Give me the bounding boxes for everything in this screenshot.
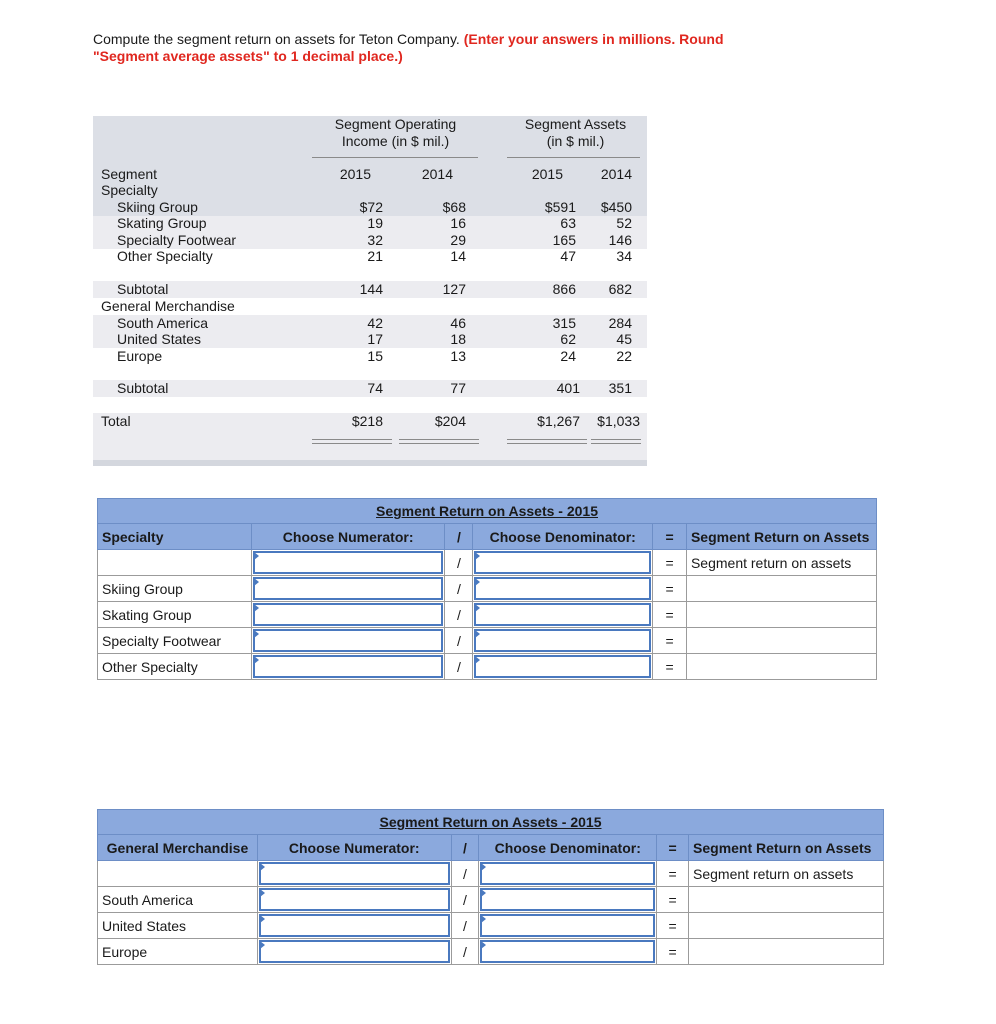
general-col-result: Segment Return on Assets <box>689 835 884 861</box>
specialty-group-label: Specialty <box>101 182 158 198</box>
specialty-col-result: Segment Return on Assets <box>686 524 876 550</box>
income-2015: 15 <box>367 348 383 364</box>
assets-2014: 146 <box>608 232 632 248</box>
instruction-text <box>93 31 793 65</box>
dropdown-arrow-icon <box>481 915 486 923</box>
row-name: United States <box>117 331 202 347</box>
numerator-input[interactable] <box>251 628 445 654</box>
row-name: Skating Group <box>117 215 207 231</box>
dropdown-arrow-icon <box>254 578 259 586</box>
equals: = <box>653 628 687 654</box>
result-label: Segment return on assets <box>686 550 876 576</box>
row-label: Europe <box>98 939 258 965</box>
equals: = <box>653 602 687 628</box>
assets-2014: 351 <box>608 380 632 396</box>
general-group-label: General Merchandise <box>101 298 235 314</box>
dropdown-arrow-icon <box>254 604 259 612</box>
general-col-numerator: Choose Numerator: <box>257 835 451 861</box>
general-roa-table <box>97 809 884 965</box>
dropdown-arrow-icon <box>475 552 480 560</box>
general-col-eq: = <box>657 835 689 861</box>
equals: = <box>657 913 689 939</box>
row-name: Subtotal <box>117 380 169 396</box>
specialty-col-numerator: Choose Numerator: <box>251 524 445 550</box>
equals: = <box>657 861 689 887</box>
specialty-row-other <box>98 654 877 680</box>
income-2014: 18 <box>450 331 466 347</box>
general-row-europe <box>98 939 884 965</box>
slash: / <box>451 861 479 887</box>
general-col-denominator: Choose Denominator: <box>479 835 657 861</box>
row-label: United States <box>98 913 258 939</box>
assets-2015: $591 <box>544 199 576 215</box>
assets-2014: 284 <box>608 315 632 331</box>
income-2015: 32 <box>367 232 383 248</box>
assets-2014: $1,033 <box>597 413 640 429</box>
dropdown-arrow-icon <box>260 941 265 949</box>
dropdown-arrow-icon <box>260 915 265 923</box>
assets-2014: 22 <box>616 348 632 364</box>
dropdown-arrow-icon <box>475 630 480 638</box>
numerator-input[interactable] <box>251 654 445 680</box>
income-2015: 17 <box>367 331 383 347</box>
result-input[interactable] <box>689 939 884 965</box>
specialty-col-denominator: Choose Denominator: <box>473 524 653 550</box>
dropdown-arrow-icon <box>475 604 480 612</box>
assets-2015: 315 <box>552 315 576 331</box>
income-2014: 13 <box>450 348 466 364</box>
numerator-label-dropdown[interactable] <box>251 550 445 576</box>
income-2015: 144 <box>359 281 383 297</box>
specialty-roa-table <box>97 498 877 680</box>
specialty-col-slash: / <box>445 524 473 550</box>
header-income-1: Segment Operating <box>334 116 457 132</box>
row-name: South America <box>117 315 209 331</box>
result-input[interactable] <box>689 913 884 939</box>
income-2014: 46 <box>450 315 466 331</box>
general-table-title: Segment Return on Assets - 2015 <box>98 810 884 835</box>
slash: / <box>445 550 473 576</box>
slash: / <box>445 576 473 602</box>
general-label-row <box>98 861 884 887</box>
result-input[interactable] <box>686 654 876 680</box>
instruction-red-1: (Enter your answers in millions. Round <box>463 31 724 47</box>
row-name: Subtotal <box>117 281 169 297</box>
general-row-south-america <box>98 887 884 913</box>
denominator-input[interactable] <box>473 576 653 602</box>
result-input[interactable] <box>689 887 884 913</box>
denominator-input[interactable] <box>479 887 657 913</box>
income-2015: 42 <box>367 315 383 331</box>
result-input[interactable] <box>686 602 876 628</box>
specialty-col-eq: = <box>653 524 687 550</box>
assets-2014: 34 <box>616 248 632 264</box>
slash: / <box>451 913 479 939</box>
dropdown-arrow-icon <box>481 863 486 871</box>
assets-2015: 63 <box>560 215 576 231</box>
specialty-row-skating <box>98 602 877 628</box>
income-2014: 77 <box>450 380 466 396</box>
dropdown-arrow-icon <box>254 656 259 664</box>
row-label: Specialty Footwear <box>98 628 252 654</box>
income-2014: 14 <box>450 248 466 264</box>
dropdown-arrow-icon <box>254 630 259 638</box>
equals: = <box>653 654 687 680</box>
slash: / <box>445 628 473 654</box>
income-2014: 16 <box>450 215 466 231</box>
general-col-segment: General Merchandise <box>98 835 258 861</box>
row-name: Other Specialty <box>117 248 213 264</box>
income-2014: 127 <box>442 281 466 297</box>
instruction-plain: Compute the segment return on assets for Teton Company. <box>93 31 464 47</box>
dropdown-arrow-icon <box>254 552 259 560</box>
assets-2015: 47 <box>560 248 576 264</box>
slash: / <box>445 602 473 628</box>
general-col-slash: / <box>451 835 479 861</box>
equals: = <box>653 576 687 602</box>
equals: = <box>653 550 687 576</box>
assets-2015: 62 <box>560 331 576 347</box>
header-income-2: Income (in $ mil.) <box>341 133 450 149</box>
numerator-input[interactable] <box>257 939 451 965</box>
assets-2015: $1,267 <box>537 413 580 429</box>
slash: / <box>451 939 479 965</box>
income-2015: $72 <box>359 199 383 215</box>
equals: = <box>657 887 689 913</box>
specialty-label-row <box>98 550 877 576</box>
segment-label: Segment <box>101 166 158 182</box>
specialty-table-title: Segment Return on Assets - 2015 <box>98 499 877 524</box>
result-label: Segment return on assets <box>689 861 884 887</box>
header-assets-1: Segment Assets <box>524 116 627 132</box>
numerator-input[interactable] <box>257 887 451 913</box>
assets-2014: 52 <box>616 215 632 231</box>
income-2015: 21 <box>367 248 383 264</box>
assets-2014: 682 <box>608 281 632 297</box>
year-income-2015: 2015 <box>339 166 371 182</box>
assets-2014: $450 <box>600 199 632 215</box>
dropdown-arrow-icon <box>260 863 265 871</box>
denominator-input[interactable] <box>479 913 657 939</box>
specialty-col-segment: Specialty <box>98 524 252 550</box>
header-assets-2: (in $ mil.) <box>546 133 605 149</box>
general-row-united-states <box>98 913 884 939</box>
denominator-input[interactable] <box>473 654 653 680</box>
dropdown-arrow-icon <box>475 578 480 586</box>
denominator-input[interactable] <box>479 939 657 965</box>
income-2015: 74 <box>367 380 383 396</box>
specialty-row-skiing <box>98 576 877 602</box>
denominator-input[interactable] <box>473 628 653 654</box>
dropdown-arrow-icon <box>475 656 480 664</box>
assets-2015: 165 <box>552 232 576 248</box>
row-name: Skiing Group <box>117 199 198 215</box>
result-input[interactable] <box>686 576 876 602</box>
numerator-input[interactable] <box>257 913 451 939</box>
row-label: South America <box>98 887 258 913</box>
year-assets-2014: 2014 <box>600 166 632 182</box>
dropdown-arrow-icon <box>481 889 486 897</box>
year-assets-2015: 2015 <box>531 166 563 182</box>
row-label: Skiing Group <box>98 576 252 602</box>
denominator-input[interactable] <box>473 602 653 628</box>
assets-2015: 866 <box>552 281 576 297</box>
numerator-label-dropdown[interactable] <box>257 861 451 887</box>
assets-2014: 45 <box>616 331 632 347</box>
row-name: Total <box>101 413 131 429</box>
income-2015: $218 <box>351 413 383 429</box>
dropdown-arrow-icon <box>481 941 486 949</box>
numerator-input[interactable] <box>251 576 445 602</box>
dropdown-arrow-icon <box>260 889 265 897</box>
instruction-red-2: "Segment average assets" to 1 decimal place.) <box>93 48 403 64</box>
income-2014: 29 <box>450 232 466 248</box>
slash: / <box>451 887 479 913</box>
denominator-label-dropdown[interactable] <box>473 550 653 576</box>
numerator-input[interactable] <box>251 602 445 628</box>
assets-2015: 401 <box>556 380 580 396</box>
assets-2015: 24 <box>560 348 576 364</box>
row-name: Specialty Footwear <box>117 232 237 248</box>
income-2015: 19 <box>367 215 383 231</box>
slash: / <box>445 654 473 680</box>
income-2014: $204 <box>434 413 466 429</box>
income-2014: $68 <box>442 199 466 215</box>
row-label: Other Specialty <box>98 654 252 680</box>
specialty-row-footwear <box>98 628 877 654</box>
row-label: Skating Group <box>98 602 252 628</box>
year-income-2014: 2014 <box>421 166 453 182</box>
denominator-label-dropdown[interactable] <box>479 861 657 887</box>
equals: = <box>657 939 689 965</box>
row-name: Europe <box>117 348 163 364</box>
result-input[interactable] <box>686 628 876 654</box>
segment-data-table <box>93 116 647 466</box>
